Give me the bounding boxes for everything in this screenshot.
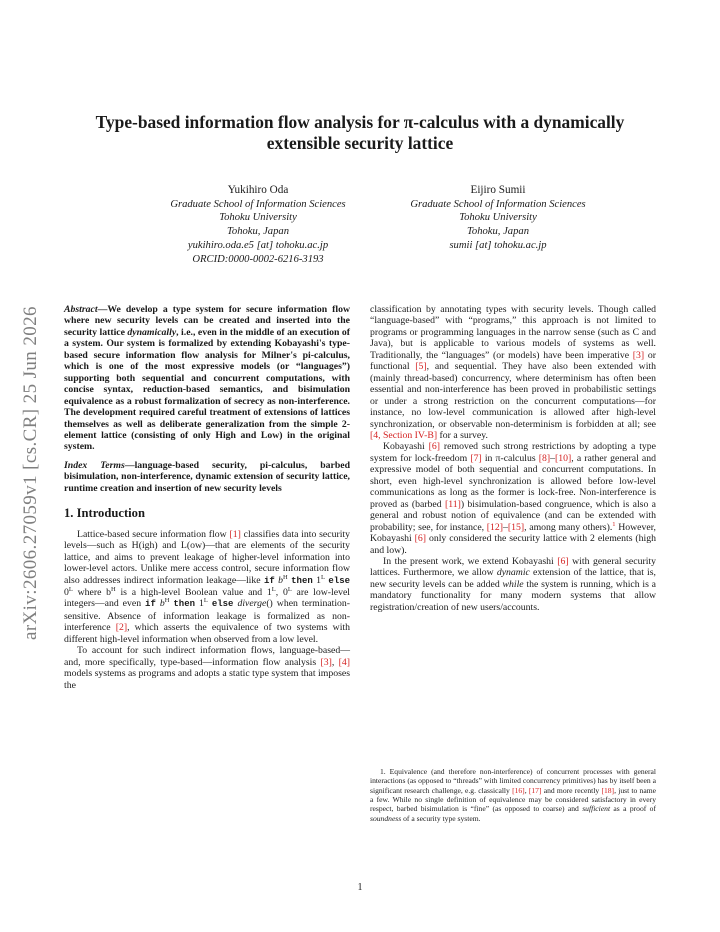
citation-link[interactable]: [12] bbox=[486, 521, 504, 533]
author-name: Yukihiro Oda bbox=[227, 184, 289, 196]
intro-paragraph-3: Kobayashi [6] removed such strong restrictions by adopting a type system for lock-freedom [7] in π-calculus [8]–[10], a rather general and expressive model of both sequential and concurrent computations. In short, even high-level synchronization is allowed before low-level communications as long as the former is lock-free. Non-interference is proved as (barbed [11]) bisimulation-based congruence, which is also a general and robust notion of equivalence (and can be extended with probability; see, for instance, [12]–[15], among many others).$^1$ However, Kobayashi [6] only considered the security lattice with 2 elements (high and low). bbox=[370, 441, 657, 556]
code-keyword: if bbox=[263, 575, 275, 586]
citation-link[interactable]: [1] bbox=[229, 528, 241, 540]
citation-link[interactable]: [8] bbox=[538, 452, 551, 464]
citation-link[interactable]: [6] bbox=[414, 533, 427, 545]
author-email: yukihiro.oda.e5 [at] tohoku.ac.jp bbox=[187, 239, 329, 251]
citation-link[interactable]: [3] bbox=[320, 656, 332, 668]
section-heading: 1. Introduction bbox=[64, 506, 145, 521]
footnote: 1. Equivalence (and therefore non-interference) of concurrent processes with general interactions (as opposed to “threads” with limited concurrency primitives) has by itself been a significant research challenge, e.g. classically [16], [17] and more recently [18], just to name a few. While no single definition of equivalence may be considered satisfactory in every respect, barbed bisimulation is “fine” (as opposed to coarse) and sufficient as a proof of soundness of a security type system. bbox=[370, 767, 656, 823]
page-number: 1 bbox=[357, 882, 363, 893]
citation-link[interactable]: [6] bbox=[428, 441, 440, 453]
arxiv-watermark: arXiv:2606.27059v1 [cs.CR] 25 Jun 2026 bbox=[20, 306, 41, 640]
author-location: Tohoku, Japan bbox=[227, 226, 289, 238]
abstract: Abstract—We develop a type system for secure information flow where new security levels can be created and inserted into the security lattice dynamically, i.e., even in the middle of an execution of a system. Our system is formalized by extending Kobayashi's type-based secure information flow analysis for Milner's pi-calculus, which is one of the most expressive models (or “languages”) supporting both sequential and concurrent computations, with concise syntax, reduction-based semantics, and bisimulation equivalence as a robust formalization of secrecy as non-interference. The development required careful treatment of extensions of lattices themselves as well as deliberate generalization from the simple 2-element lattice (consisting of only High and Low) in the original system. bbox=[64, 304, 350, 453]
code-keyword: then bbox=[173, 599, 196, 610]
code-keyword: then bbox=[291, 575, 313, 586]
author-block-2 bbox=[368, 184, 628, 253]
intro-paragraph-4: In the present work, we extend Kobayashi [6] with general security lattices. Furthermore, we allow dynamic extension of the lattice, that is, new security levels can be added while the system is running, which is a mandatory functionality for many modern systems that allow registration/creation of new users/accounts. bbox=[370, 555, 656, 613]
citation-link[interactable]: [5] bbox=[415, 361, 427, 373]
author-block-1 bbox=[128, 184, 388, 266]
citation-link[interactable]: [6] bbox=[557, 555, 569, 567]
citation-link[interactable]: [4, Section IV-B] bbox=[370, 429, 438, 441]
footnote-mark[interactable]: 1 bbox=[612, 520, 616, 528]
author-university: Tohoku University bbox=[219, 212, 297, 224]
left-column bbox=[64, 304, 350, 691]
citation-link[interactable]: [10] bbox=[555, 452, 572, 464]
intro-paragraph-2-cont: classification by annotating types with security levels. Though called “language-based” with “programs,” this approach is not limited to programs or programming languages in the narrow sense (such as C and Java), but is applicable to various models of systems as well. Traditionally, the “languages” (or models) have been imperative [3] or functional [5], and sequential. They have also been extended with (mainly thread-based) concurrency, where determinism has often been essential and non-interference has been proved in probabilistic settings or under a strong restriction on the concurrent computations—for instance, no low-level communication is allowed after high-level synchronization, or observable non-determinism is forbidden at all; see [4, Section IV-B] for a survey. bbox=[370, 304, 656, 441]
author-orcid: ORCID:0000-0002-6216-3193 bbox=[192, 253, 324, 265]
paper-title: Type-based information flow analysis for π-calculus with a dynamically extensible security lattice bbox=[95, 112, 625, 153]
footnote-rule bbox=[370, 761, 430, 762]
code-keyword: else bbox=[211, 599, 234, 610]
citation-link[interactable]: [11] bbox=[444, 498, 461, 510]
intro-paragraph-2: To account for such indirect information flows, language-based—and, more specifically, type-based—information flow analysis [3], [4] models systems as programs and adopts a static type system that imposes the bbox=[64, 645, 351, 691]
citation-link[interactable]: [16] bbox=[512, 785, 525, 795]
intro-paragraph-1: Lattice-based secure information flow [1] classifies data into security levels—such as H(igh) and L(ow)—that are elements of the security lattice, and aims to prevent leakage of higher-level information into lower-level actors. Unlike mere access control, secure information flow also addresses indirect information leakage—like if $b^H$ then $1^L$ else $0^L$ where $b^H$ is a high-level Boolean value and $1^L$, $0^L$ are low-level integers—and even if $b^H$ then $1^L$ else diverge() when termination-sensitive. Absence of information leakage is formalized as non-interference [2], which asserts the equivalence of two systems with different high-level information when observed from a low level. bbox=[64, 528, 351, 645]
index-terms: Index Terms—language-based security, pi-calculus, barbed bisimulation, non-interference, dynamic extension of security lattice, runtime creation and insertion of new security levels bbox=[64, 459, 350, 494]
citation-link[interactable]: [3] bbox=[632, 349, 645, 361]
author-affiliation: Graduate School of Information Sciences bbox=[170, 198, 346, 210]
author-location: Tohoku, Japan bbox=[467, 226, 529, 238]
citation-link[interactable]: [17] bbox=[528, 785, 542, 795]
citation-link[interactable]: [7] bbox=[470, 452, 482, 464]
author-university: Tohoku University bbox=[459, 212, 537, 224]
author-name: Eijiro Sumii bbox=[470, 184, 526, 196]
code-keyword: else bbox=[328, 575, 350, 586]
citation-link[interactable]: [15] bbox=[507, 521, 525, 533]
code-keyword: if bbox=[145, 599, 156, 610]
author-affiliation: Graduate School of Information Sciences bbox=[410, 198, 586, 210]
citation-link[interactable]: [18] bbox=[601, 785, 615, 795]
citation-link[interactable]: [2] bbox=[115, 622, 128, 634]
right-column bbox=[370, 304, 656, 613]
author-email: sumii [at] tohoku.ac.jp bbox=[449, 239, 547, 251]
citation-link[interactable]: [4] bbox=[338, 656, 351, 668]
